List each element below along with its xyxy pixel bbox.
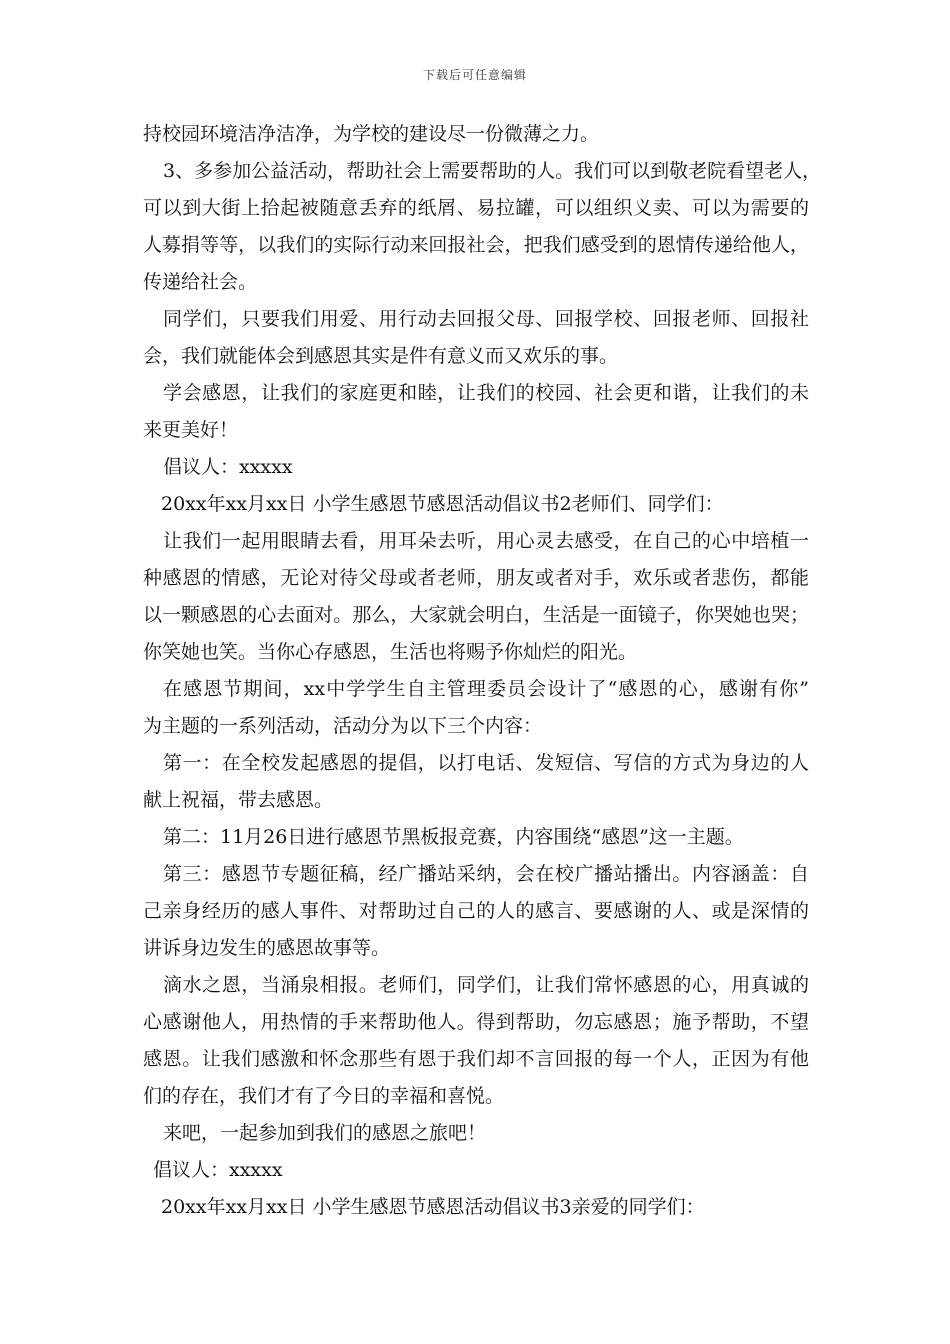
text-line: 来吧，一起参加到我们的感恩之旅吧！ <box>163 1122 487 1144</box>
text-line: 学会感恩，让我们的家庭更和睦，让我们的校园、社会更和谐，让我们的未 <box>163 382 809 404</box>
date-title-line: 20xx年xx月xx日 小学生感恩节感恩活动倡议书3亲爱的同学们： <box>161 1196 705 1218</box>
text-line: 己亲身经历的感人事件、对帮助过自己的人的感言、要感谢的人、或是深情的 <box>143 900 809 922</box>
text-line: 持校园环境洁净洁净，为学校的建设尽一份微薄之力。 <box>143 123 600 145</box>
text-line: 讲诉身边发生的感恩故事等。 <box>143 937 391 959</box>
text-line: 第二：11月26日进行感恩节黑板报竞赛，内容围绕“感恩”这一主题。 <box>163 826 744 848</box>
text-line: 第一：在全校发起感恩的提倡，以打电话、发短信、写信的方式为身边的人 <box>163 752 809 774</box>
document-body <box>143 116 822 1226</box>
text-line: 来更美好！ <box>143 419 239 441</box>
text-line: 在感恩节期间，xx中学学生自主管理委员会设计了“感恩的心，感谢有你” <box>163 678 809 700</box>
text-line: 传递给社会。 <box>143 271 258 293</box>
text-line: 心感谢他人，用热情的手来帮助他人。得到帮助，勿忘感恩；施予帮助，不望 <box>143 1011 809 1033</box>
text-line: 为主题的一系列活动，活动分为以下三个内容： <box>143 715 543 737</box>
text-line: 献上祝福，带去感恩。 <box>143 789 334 811</box>
text-line: 们的存在，我们才有了今日的幸福和喜悦。 <box>143 1085 505 1107</box>
text-line: 感恩。让我们感激和怀念那些有恩于我们却不言回报的每一个人，正因为有他 <box>143 1048 809 1070</box>
text-line: 以一颗感恩的心去面对。那么，大家就会明白，生活是一面镜子，你哭她也哭； <box>143 604 809 626</box>
text-line: 让我们一起用眼睛去看，用耳朵去听，用心灵去感受，在自己的心中培植一 <box>163 530 809 552</box>
date-title-line: 20xx年xx月xx日 小学生感恩节感恩活动倡议书2老师们、同学们： <box>161 493 724 515</box>
page-header: 下载后可任意编辑 <box>422 68 527 82</box>
text-line: 3、多参加公益活动，帮助社会上需要帮助的人。我们可以到敬老院看望老人， <box>163 160 822 182</box>
text-line: 你笑她也笑。当你心存感恩，生活也将赐予你灿烂的阳光。 <box>143 641 638 663</box>
signature-line: 倡议人：xxxxx <box>163 456 293 478</box>
text-line: 同学们，只要我们用爱、用行动去回报父母、回报学校、回报老师、回报社 <box>163 308 809 330</box>
signature-line: 倡议人：xxxxx <box>153 1159 283 1181</box>
text-line: 滴水之恩，当涌泉相报。老师们，同学们，让我们常怀感恩的心，用真诚的 <box>163 974 809 996</box>
text-line: 会，我们就能体会到感恩其实是件有意义而又欢乐的事。 <box>143 345 619 367</box>
text-line: 人募捐等等，以我们的实际行动来回报社会，把我们感受到的恩情传递给他人， <box>143 234 809 256</box>
text-line: 第三：感恩节专题征稿，经广播站采纳，会在校广播站播出。内容涵盖：自 <box>163 863 809 885</box>
text-line: 可以到大街上拾起被随意丢弃的纸屑、易拉罐，可以组织义卖、可以为需要的 <box>143 197 809 219</box>
text-line: 种感恩的情感，无论对待父母或者老师，朋友或者对手，欢乐或者悲伤，都能 <box>143 567 809 589</box>
